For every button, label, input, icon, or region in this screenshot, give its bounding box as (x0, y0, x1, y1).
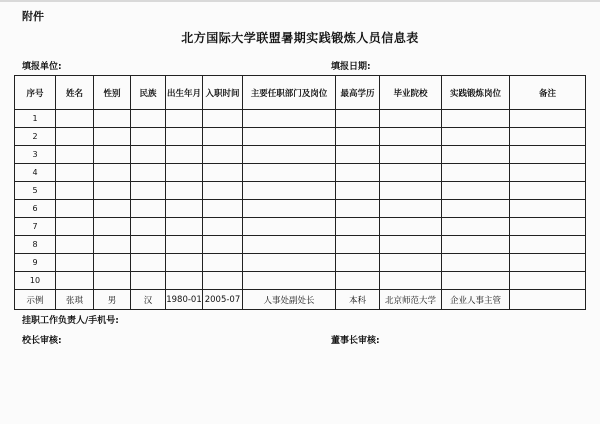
empty-cell (131, 236, 166, 254)
empty-cell (336, 164, 380, 182)
empty-cell (510, 200, 586, 218)
column-header: 备注 (510, 76, 586, 110)
empty-cell (94, 146, 131, 164)
empty-cell (442, 146, 510, 164)
empty-cell (243, 254, 336, 272)
empty-cell (336, 110, 380, 128)
empty-cell (131, 182, 166, 200)
example-cell: 1980-01 (166, 290, 203, 310)
empty-cell (510, 182, 586, 200)
column-header: 毕业院校 (380, 76, 442, 110)
empty-cell (94, 236, 131, 254)
empty-cell (243, 218, 336, 236)
contact-label: 挂职工作负责人/手机号: (22, 316, 119, 326)
empty-cell (166, 200, 203, 218)
empty-cell (336, 146, 380, 164)
column-header: 实践锻炼岗位 (442, 76, 510, 110)
table-row (15, 272, 586, 290)
chairman-review-label: 董事长审核: (331, 336, 380, 346)
empty-cell (94, 182, 131, 200)
table-row (15, 182, 586, 200)
empty-cell (56, 272, 94, 290)
empty-cell (380, 110, 442, 128)
column-header: 出生年月 (166, 76, 203, 110)
page-edge (0, 0, 600, 2)
example-cell: 汉 (131, 290, 166, 310)
row-number-cell: 9 (15, 254, 56, 272)
example-cell: 企业人事主管 (442, 290, 510, 310)
empty-cell (380, 200, 442, 218)
empty-cell (94, 272, 131, 290)
empty-cell (166, 236, 203, 254)
column-header: 入职时间 (203, 76, 243, 110)
table-row (15, 218, 586, 236)
empty-cell (442, 164, 510, 182)
empty-cell (243, 182, 336, 200)
empty-cell (380, 182, 442, 200)
empty-cell (510, 254, 586, 272)
info-table (14, 75, 586, 310)
empty-cell (131, 254, 166, 272)
empty-cell (131, 128, 166, 146)
empty-cell (442, 182, 510, 200)
empty-cell (442, 110, 510, 128)
empty-cell (380, 236, 442, 254)
empty-cell (131, 110, 166, 128)
empty-cell (131, 218, 166, 236)
empty-cell (442, 272, 510, 290)
example-cell: 示例 (15, 290, 56, 310)
row-number-cell: 4 (15, 164, 56, 182)
empty-cell (442, 254, 510, 272)
empty-cell (380, 272, 442, 290)
empty-cell (336, 254, 380, 272)
attachment-label: 附件 (22, 10, 44, 23)
table-row (15, 164, 586, 182)
empty-cell (203, 236, 243, 254)
empty-cell (243, 164, 336, 182)
empty-cell (442, 128, 510, 146)
empty-cell (203, 110, 243, 128)
empty-cell (380, 128, 442, 146)
row-number-cell: 10 (15, 272, 56, 290)
table-row (15, 110, 586, 128)
empty-cell (56, 128, 94, 146)
empty-cell (442, 236, 510, 254)
column-header: 序号 (15, 76, 56, 110)
table-header-row (15, 76, 586, 110)
empty-cell (442, 200, 510, 218)
empty-cell (203, 200, 243, 218)
row-number-cell: 2 (15, 128, 56, 146)
empty-cell (56, 146, 94, 164)
row-number-cell: 1 (15, 110, 56, 128)
empty-cell (336, 236, 380, 254)
empty-cell (243, 200, 336, 218)
empty-cell (380, 218, 442, 236)
row-number-cell: 7 (15, 218, 56, 236)
empty-cell (94, 200, 131, 218)
empty-cell (94, 164, 131, 182)
empty-cell (510, 272, 586, 290)
empty-cell (94, 110, 131, 128)
empty-cell (166, 164, 203, 182)
empty-cell (166, 128, 203, 146)
principal-review-label: 校长审核: (22, 336, 62, 346)
empty-cell (203, 254, 243, 272)
empty-cell (203, 272, 243, 290)
empty-cell (510, 110, 586, 128)
empty-cell (336, 218, 380, 236)
empty-cell (510, 164, 586, 182)
column-header: 姓名 (56, 76, 94, 110)
empty-cell (56, 254, 94, 272)
empty-cell (131, 164, 166, 182)
table-row (15, 200, 586, 218)
table-body (15, 110, 586, 290)
empty-cell (442, 218, 510, 236)
example-cell: 2005-07 (203, 290, 243, 310)
empty-cell (243, 236, 336, 254)
empty-cell (131, 146, 166, 164)
empty-cell (56, 218, 94, 236)
example-cell: 人事处副处长 (243, 290, 336, 310)
table-row (15, 146, 586, 164)
empty-cell (336, 128, 380, 146)
empty-cell (336, 182, 380, 200)
column-header: 民族 (131, 76, 166, 110)
row-number-cell: 8 (15, 236, 56, 254)
empty-cell (166, 218, 203, 236)
example-cell: 本科 (336, 290, 380, 310)
empty-cell (56, 236, 94, 254)
example-cell: 北京师范大学 (380, 290, 442, 310)
empty-cell (94, 128, 131, 146)
fill-date-label: 填报日期: (331, 62, 371, 72)
example-cell (510, 290, 586, 310)
empty-cell (243, 110, 336, 128)
empty-cell (131, 200, 166, 218)
empty-cell (203, 128, 243, 146)
empty-cell (166, 182, 203, 200)
empty-cell (243, 272, 336, 290)
example-cell: 张琪 (56, 290, 94, 310)
empty-cell (56, 200, 94, 218)
table-row (15, 254, 586, 272)
example-row (15, 290, 586, 310)
empty-cell (203, 182, 243, 200)
row-number-cell: 5 (15, 182, 56, 200)
empty-cell (94, 254, 131, 272)
empty-cell (166, 146, 203, 164)
column-header: 最高学历 (336, 76, 380, 110)
empty-cell (203, 164, 243, 182)
empty-cell (203, 146, 243, 164)
row-number-cell: 3 (15, 146, 56, 164)
empty-cell (166, 254, 203, 272)
empty-cell (94, 218, 131, 236)
table-row (15, 236, 586, 254)
empty-cell (56, 164, 94, 182)
example-cell: 男 (94, 290, 131, 310)
empty-cell (380, 164, 442, 182)
empty-cell (166, 110, 203, 128)
empty-cell (510, 146, 586, 164)
empty-cell (56, 110, 94, 128)
empty-cell (336, 272, 380, 290)
empty-cell (380, 254, 442, 272)
column-header: 性别 (94, 76, 131, 110)
table-row (15, 128, 586, 146)
empty-cell (510, 128, 586, 146)
empty-cell (131, 272, 166, 290)
empty-cell (243, 146, 336, 164)
empty-cell (243, 128, 336, 146)
empty-cell (203, 218, 243, 236)
empty-cell (380, 146, 442, 164)
fill-unit-label: 填报单位: (22, 62, 62, 72)
page-title: 北方国际大学联盟暑期实践锻炼人员信息表 (181, 31, 419, 45)
empty-cell (336, 200, 380, 218)
empty-cell (510, 236, 586, 254)
empty-cell (510, 218, 586, 236)
row-number-cell: 6 (15, 200, 56, 218)
empty-cell (166, 272, 203, 290)
column-header: 主要任职部门及岗位 (243, 76, 336, 110)
empty-cell (56, 182, 94, 200)
